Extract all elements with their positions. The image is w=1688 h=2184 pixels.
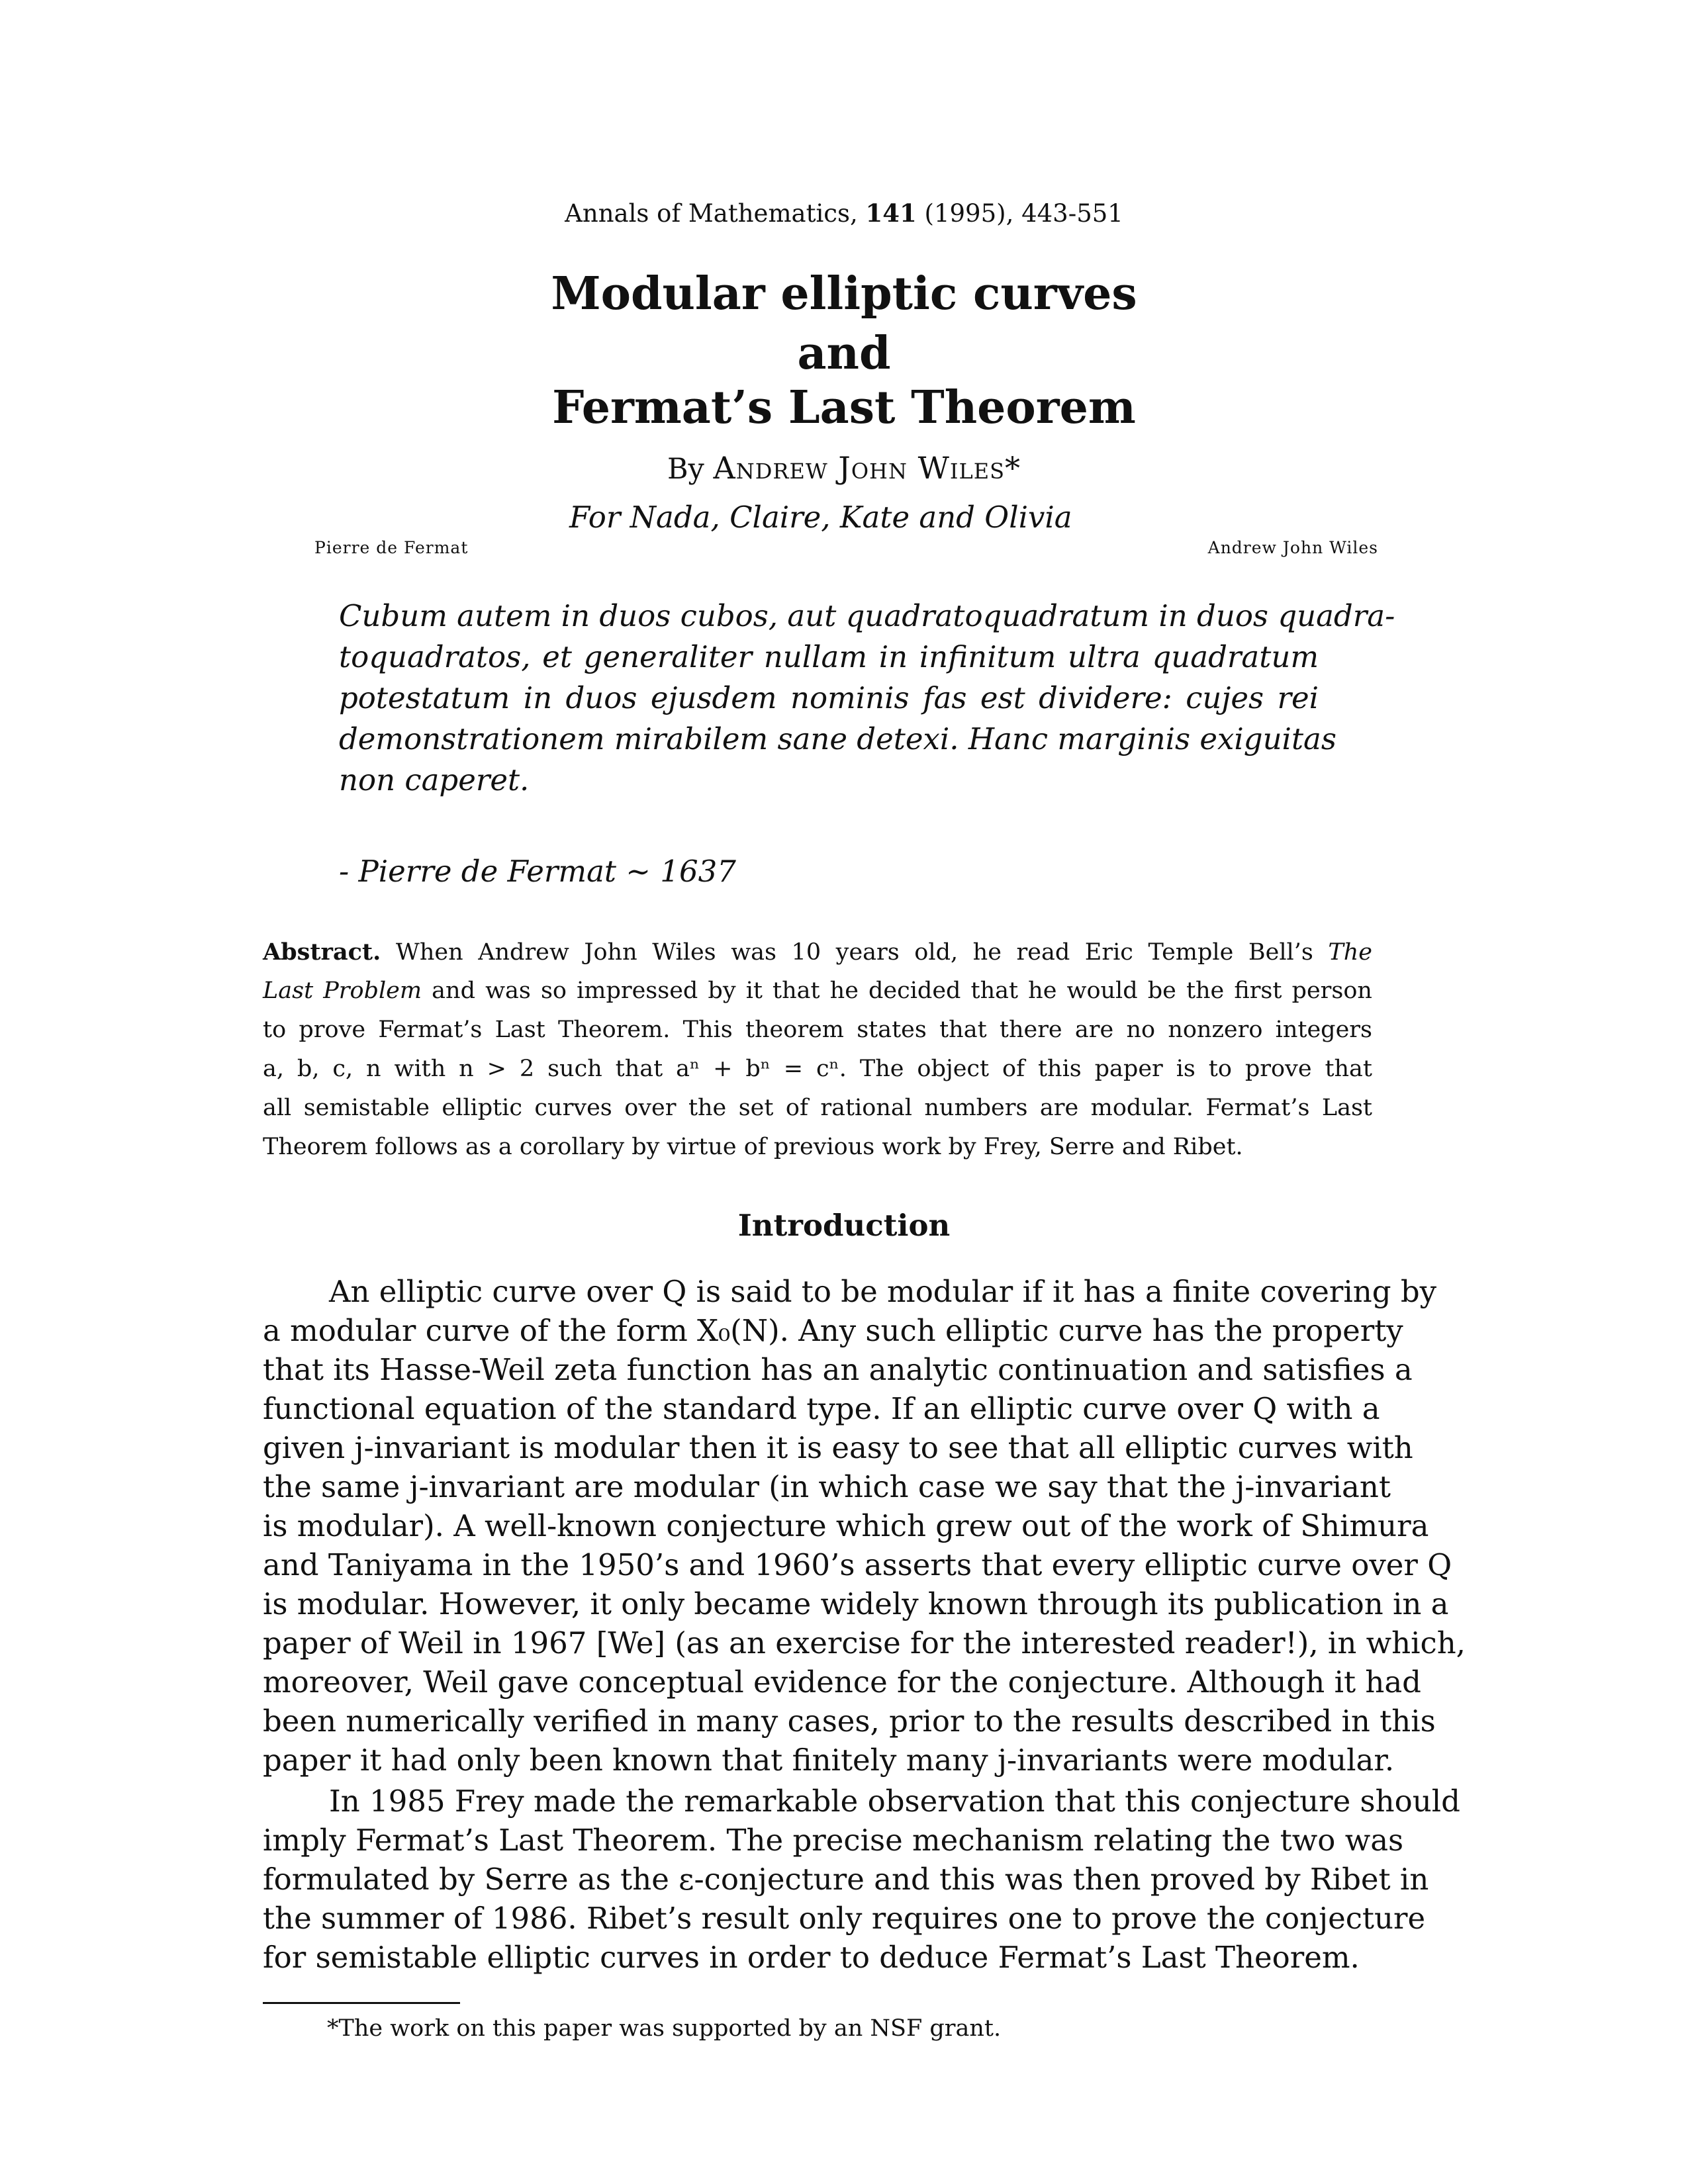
footnote-rule xyxy=(263,2002,460,2004)
body-line: a modular curve of the form X₀(N). Any such elliptic curve has the property xyxy=(263,1313,1403,1348)
journal-prefix: Annals of Mathematics, xyxy=(565,199,858,228)
body-line: moreover, Weil gave conceptual evidence for the conjecture. Although it had xyxy=(263,1664,1421,1700)
section-heading: Introduction xyxy=(737,1208,951,1243)
body-line: the same j-invariant are modular (in which case we say that the j-invariant xyxy=(263,1469,1391,1504)
body-line: been numerically verified in many cases, prior to the results described in this xyxy=(263,1704,1436,1739)
body-line: is modular. However, it only became widely known through its publication in a xyxy=(263,1586,1449,1621)
byline-prefix: By xyxy=(667,453,704,486)
side-label-right: Andrew John Wiles xyxy=(1207,538,1378,557)
epigraph-line: toquadratos, et generaliter nullam in infinitum ultra quadratum xyxy=(339,639,1319,674)
body-line: for semistable elliptic curves in order to deduce Fermat’s Last Theorem. xyxy=(263,1940,1360,1975)
author-name: Andrew John Wiles* xyxy=(713,450,1021,486)
epigraph-line: potestatum in duos ejusdem nominis fas est dividere: cujes rei xyxy=(339,680,1319,715)
byline xyxy=(0,450,1688,486)
abstract-line: all semistable elliptic curves over the set of rational numbers are modular. Fermat’s Last xyxy=(263,1095,1372,1121)
side-label-left: Pierre de Fermat xyxy=(314,538,469,557)
epigraph-line: demonstrationem mirabilem sane detexi. Hanc marginis exiguitas xyxy=(339,721,1336,756)
footnote: *The work on this paper was supported by an NSF grant. xyxy=(327,2015,1002,2042)
epigraph-attribution: - Pierre de Fermat ∼ 1637 xyxy=(339,854,736,889)
title-line-3: Fermat’s Last Theorem xyxy=(552,381,1136,434)
epigraph-line: Cubum autem in duos cubos, aut quadratoquadratum in duos quadra- xyxy=(339,598,1395,633)
abstract-text: When Andrew John Wiles was 10 years old, he read Eric Temple Bell’s xyxy=(395,939,1313,966)
dedication: For Nada, Claire, Kate and Olivia xyxy=(569,500,1072,535)
body-line: In 1985 Frey made the remarkable observation that this conjecture should xyxy=(329,1784,1460,1819)
book-title-part: The xyxy=(1328,939,1372,966)
abstract-line: to prove Fermat’s Last Theorem. This theorem states that there are no nonzero integers xyxy=(263,1017,1372,1043)
body-line: paper of Weil in 1967 [We] (as an exercise for the interested reader!), in which, xyxy=(263,1625,1466,1661)
abstract-line xyxy=(263,938,1372,966)
title-line-1: Modular elliptic curves xyxy=(551,267,1137,320)
title-line-2: and xyxy=(797,327,891,380)
body-line: An elliptic curve over Q is said to be modular if it has a finite covering by xyxy=(329,1274,1437,1309)
body-line: paper it had only been known that finitely many j-invariants were modular. xyxy=(263,1743,1395,1778)
body-line: formulated by Serre as the ε-conjecture and this was then proved by Ribet in xyxy=(263,1862,1429,1897)
abstract-line: Theorem follows as a corollary by virtue of previous work by Frey, Serre and Ribet. xyxy=(263,1134,1243,1160)
book-title-part: Last Problem xyxy=(263,978,422,1004)
body-line: functional equation of the standard type. If an elliptic curve over Q with a xyxy=(263,1391,1380,1426)
body-line: imply Fermat’s Last Theorem. The precise mechanism relating the two was xyxy=(263,1823,1404,1858)
abstract-text: and was so impressed by it that he decided that he would be the first person xyxy=(432,978,1372,1004)
abstract-label: Abstract. xyxy=(263,938,381,966)
journal-citation xyxy=(0,199,1688,228)
abstract-line xyxy=(263,978,1372,1004)
journal-volume: 141 xyxy=(865,199,917,228)
body-line: and Taniyama in the 1950’s and 1960’s asserts that every elliptic curve over Q xyxy=(263,1547,1452,1582)
epigraph-line: non caperet. xyxy=(339,762,530,797)
body-line: that its Hasse-Weil zeta function has an analytic continuation and satisfies a xyxy=(263,1352,1413,1387)
body-line: given j-invariant is modular then it is easy to see that all elliptic curves with xyxy=(263,1430,1413,1465)
body-line: is modular). A well-known conjecture which grew out of the work of Shimura xyxy=(263,1508,1429,1543)
body-line: the summer of 1986. Ribet’s result only requires one to prove the conjecture xyxy=(263,1901,1426,1936)
journal-suffix: (1995), 443-551 xyxy=(924,199,1123,228)
abstract-line: a, b, c, n with n > 2 such that aⁿ + bⁿ = cⁿ. The object of this paper is to prove that xyxy=(263,1056,1372,1082)
